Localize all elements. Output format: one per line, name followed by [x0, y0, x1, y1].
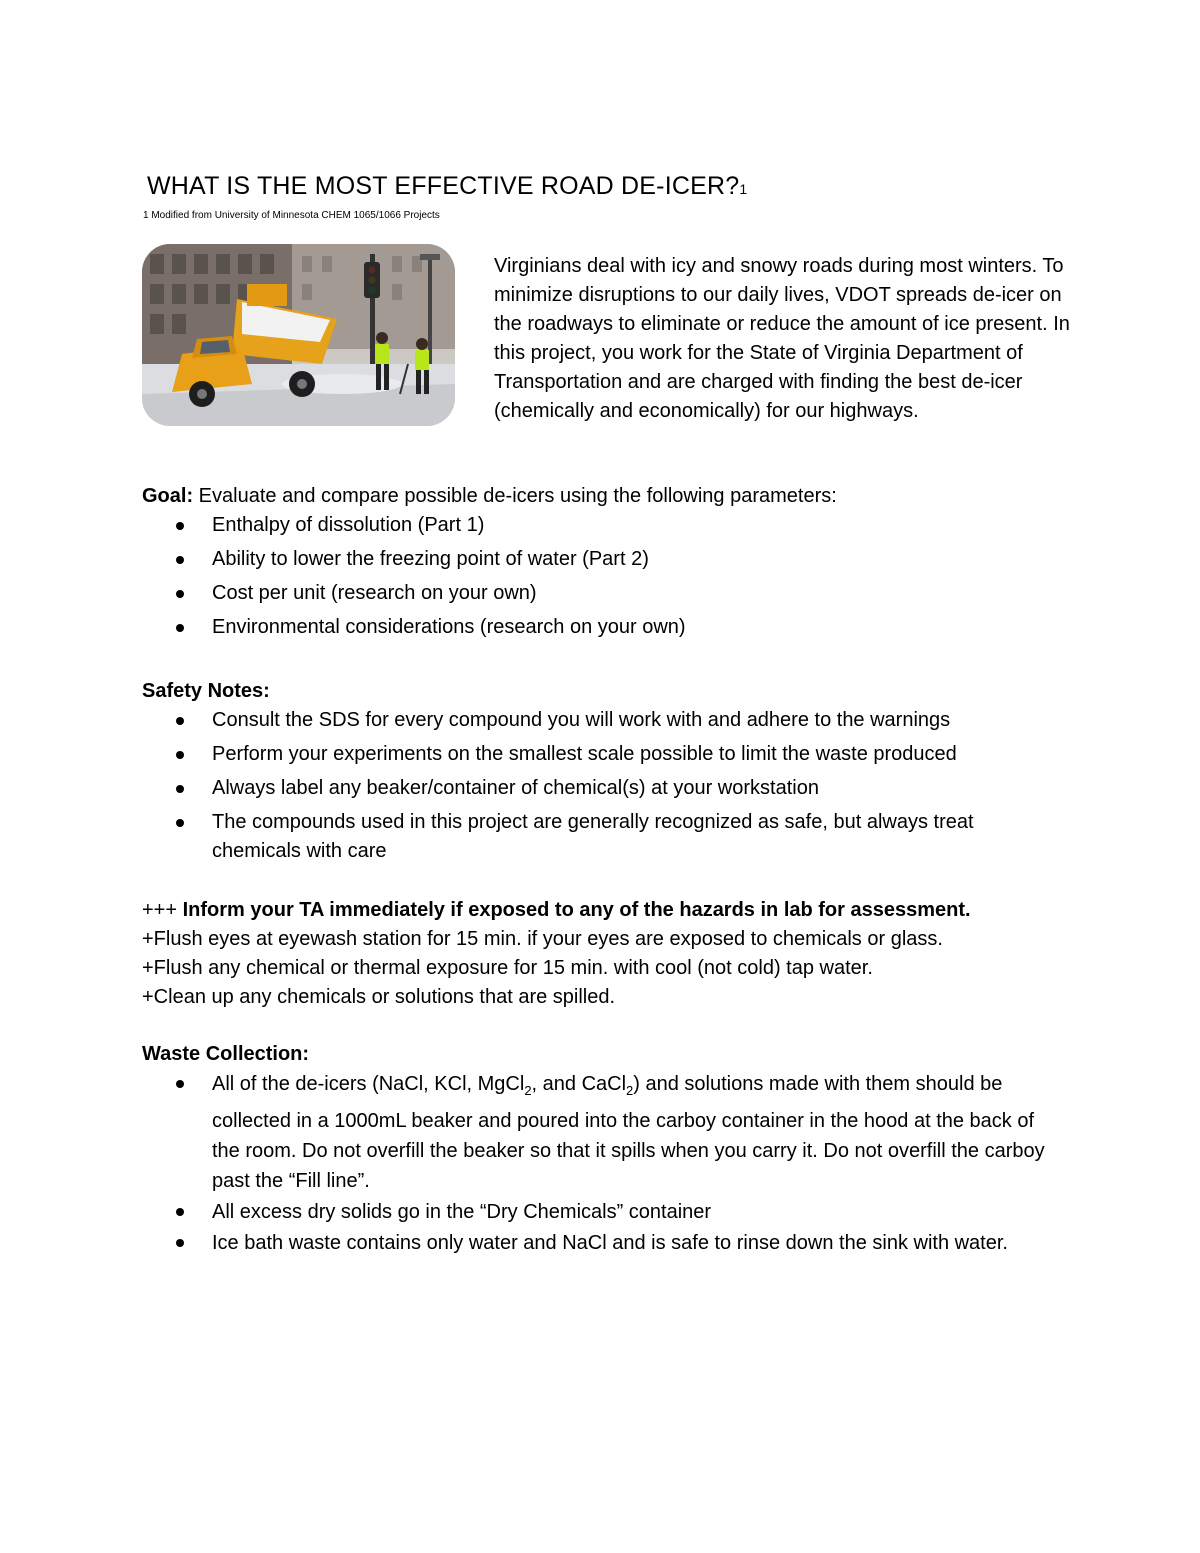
goal-item-text: Ability to lower the freezing point of water (Part 2) [212, 548, 649, 570]
waste-item-text: All excess dry solids go in the “Dry Chemicals” container [212, 1201, 712, 1223]
bullet-icon [176, 1239, 184, 1247]
snow-plow-truck-photo [142, 244, 455, 426]
goal-label: Goal: [142, 485, 194, 507]
list-item [142, 808, 1102, 866]
hazard-line: +Clean up any chemicals or solutions that are spilled. [142, 986, 616, 1008]
bullet-icon [176, 556, 184, 564]
hazard-line: +Flush eyes at eyewash station for 15 min. if your eyes are exposed to chemicals or glass. [142, 928, 943, 950]
waste-item-text-a: All of the de-icers (NaCl, KCl, MgCl [212, 1073, 525, 1095]
hazard-line: +Flush any chemical or thermal exposure for 15 min. with cool (not cold) tap water. [142, 957, 873, 979]
bullet-icon [176, 751, 184, 759]
subscript-2: 2 [626, 1083, 634, 1098]
list-item [142, 545, 1102, 574]
waste-section [142, 1040, 1102, 1258]
hazard-instructions [142, 896, 1102, 1012]
waste-item-text-c: ) and solutions made with them should be collected in a 1000mL beaker and poured into the carboy container in the hood at the back of the room. Do not overfill the beaker so that it spills when you carry it. Do not overfill the carboy past the “Fill line”. [212, 1073, 1045, 1192]
list-item [142, 740, 1102, 769]
waste-item-text-b: , and CaCl [531, 1073, 627, 1095]
waste-heading: Waste Collection: [142, 1043, 310, 1065]
safety-item-text: Consult the SDS for every compound you will work with and adhere to the warnings [212, 709, 951, 731]
list-item [142, 706, 1102, 735]
title-text: WHAT IS THE MOST EFFECTIVE ROAD DE-ICER? [147, 172, 740, 200]
bullet-icon [176, 785, 184, 793]
list-item [142, 1197, 1102, 1227]
waste-item-text: Ice bath waste contains only water and NaCl and is safe to rinse down the sink with water. [212, 1232, 1008, 1254]
goal-section [142, 482, 1102, 647]
bullet-icon [176, 590, 184, 598]
safety-item-text: The compounds used in this project are generally recognized as safe, but always treat chemicals with care [212, 811, 974, 862]
list-item [142, 511, 1102, 540]
waste-list [142, 1069, 1102, 1258]
list-item [142, 613, 1102, 642]
subscript-2: 2 [524, 1083, 532, 1098]
bullet-icon [176, 819, 184, 827]
waste-heading-line [142, 1040, 1102, 1069]
hazard-prefix: +++ [142, 899, 183, 921]
safety-item-text: Perform your experiments on the smallest scale possible to limit the waste produced [212, 743, 957, 765]
list-item [142, 1228, 1102, 1258]
bullet-icon [176, 624, 184, 632]
list-item [142, 1069, 1102, 1196]
safety-section [142, 677, 1102, 871]
list-item [142, 579, 1102, 608]
bullet-icon [176, 1208, 184, 1216]
photo-illustration [142, 244, 455, 426]
goal-item-text: Environmental considerations (research on your own) [212, 616, 686, 638]
safety-heading: Safety Notes: [142, 680, 270, 702]
hazard-line [142, 896, 1102, 925]
title-footnote-mark: 1 [739, 181, 748, 197]
goal-item-text: Enthalpy of dissolution (Part 1) [212, 514, 485, 536]
bullet-icon [176, 1080, 184, 1088]
safety-list [142, 706, 1102, 866]
intro-paragraph: Virginians deal with icy and snowy roads during most winters. To minimize disruptions to our daily lives, VDOT spreads de-icer on the roadways to eliminate or reduce the amount of ice present. In this project, you work for the State of Virginia Department of Transportation and are charged with finding the best de-icer (chemically and economically) for our highways. [494, 255, 1070, 422]
goal-list [142, 511, 1102, 642]
safety-heading-line [142, 677, 1102, 706]
page-title [147, 172, 747, 201]
goal-line [142, 482, 1102, 511]
hazard-bold-line: Inform your TA immediately if exposed to any of the hazards in lab for assessment. [182, 899, 971, 921]
safety-item-text: Always label any beaker/container of chemical(s) at your workstation [212, 777, 819, 799]
footnote: 1 Modified from University of Minnesota CHEM 1065/1066 Projects [143, 210, 440, 221]
goal-item-text: Cost per unit (research on your own) [212, 582, 537, 604]
bullet-icon [176, 717, 184, 725]
list-item [142, 774, 1102, 803]
bullet-icon [176, 522, 184, 530]
goal-text: Evaluate and compare possible de-icers using the following parameters: [193, 485, 837, 507]
